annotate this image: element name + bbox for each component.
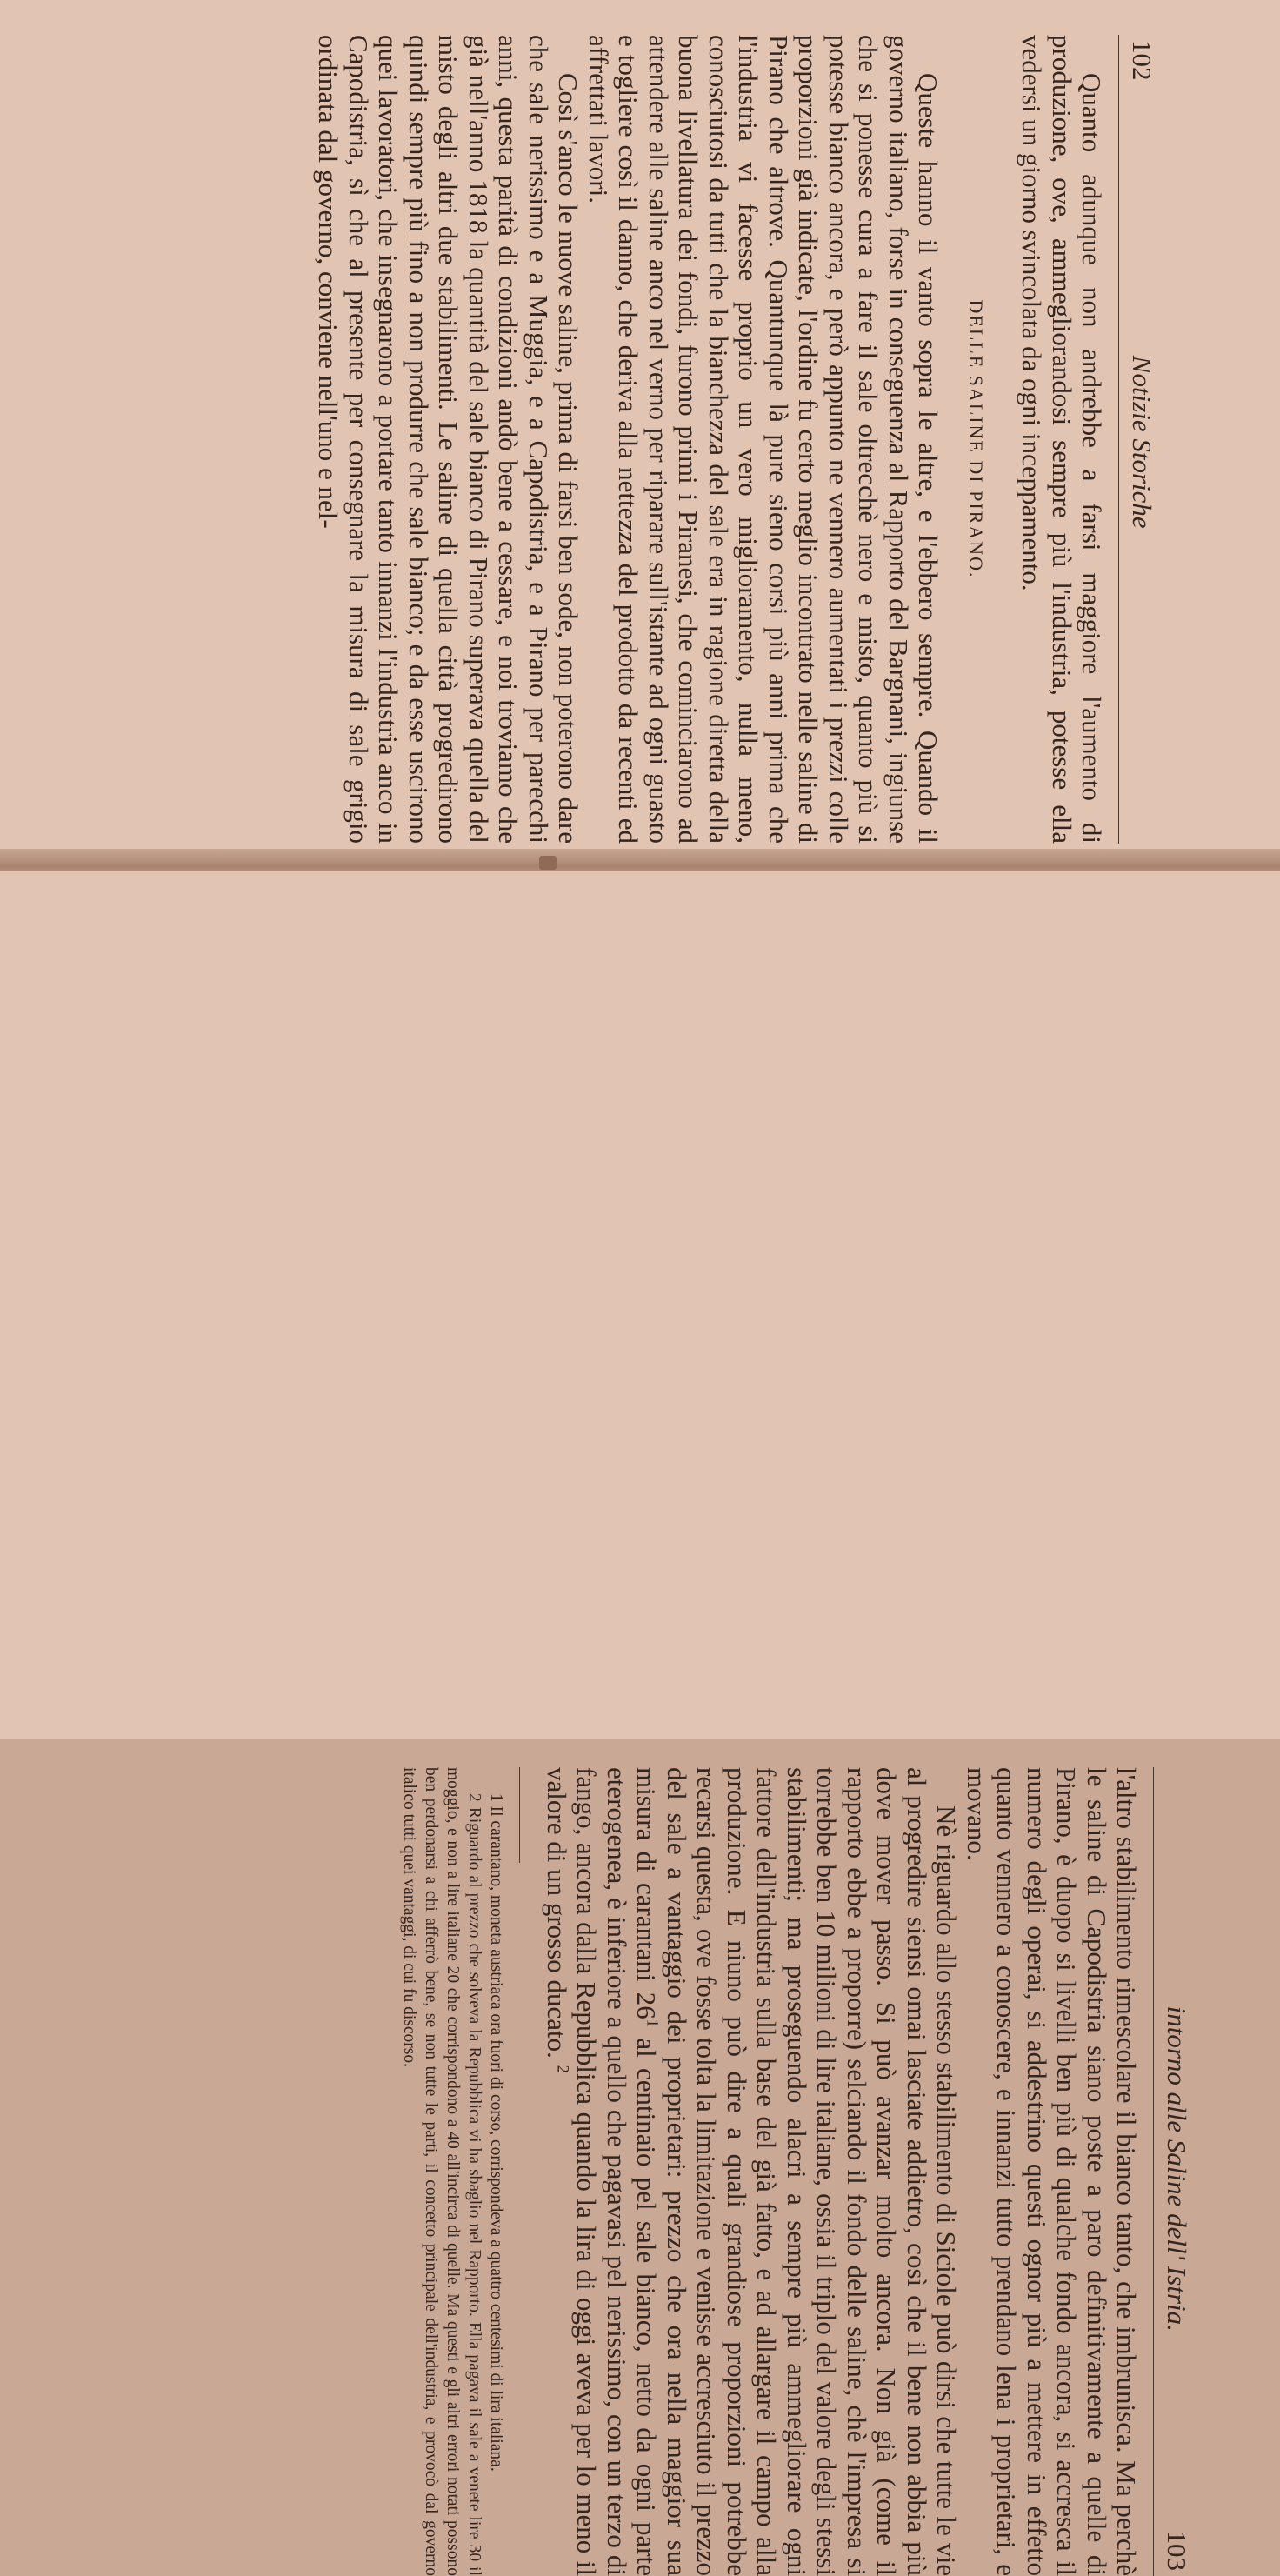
right-paragraph-2-text-b: al centinaio pel sale bianco, netto da ogni parte eterogenea, è inferiore a quello che pagavasi pel nerissimo, con un terzo di fango, ancora dalla Repubblica quando la lira di oggi aveva per lo meno il valore di un grosso ducato.	[542, 1767, 663, 2576]
right-running-head: intorno alle Saline dell' Istria.	[1162, 2005, 1192, 2332]
left-paragraph-2: Queste hanno il vanto sopra le altre, e l'ebbero sempre. Quando il governo italiano, forse in conseguenza al Rapporto del Bargnani, ingiunse che si ponesse cura a fare il sale oltrecchè nero e misto, quanto più si potesse bianco ancora, e però appunto ne vennero aumentati i prezzi colle proporzioni già indicate, l'ordine fu certo meglio incontrato nelle saline di Pirano che altrove. Quantunque là pure sieno corsi più anni prima che l'industria vi facesse proprio un vero miglioramento, nulla meno, conosciutosi da tutti che la bianchezza del sale era in ragione diretta della buona livellatura dei fondi, furono primi i Piranesi, che cominciarono ad attendere alle saline anco nel verno per riparare sull'istante ad ogni guasto e togliere così il danno, che deriva alla nettezza del prodotto da recenti ed affrettati lavori.	[583, 35, 944, 844]
right-page-text-block	[43, 1767, 1191, 2576]
footnote-ref-1: 1	[643, 2019, 662, 2028]
footnote-ref-2: 2	[553, 2065, 572, 2073]
left-paragraph-3: Così s'anco le nuove saline, prima di farsi ben sode, non poterono dare che sale nerissimo e a Muggia, e a Capodistria, e a Pirano per parecchi anni, questa parità di condizioni andò bene a cessare, e noi troviamo che già nell'anno 1818 la quantità del sale bianco di Pirano superava quella del misto degli altri due stabilimenti. Le saline di quella città progredirono quindi sempre più fino a non produrre che sale bianco; e da esse uscirono quei lavoratori, che insegnarono a portare tanto innanzi l'industria anco in Capodistria, sì che al presente per consegnare la misura di sale grigio ordinata dal governo, conviene nell'uno e nel-	[313, 35, 584, 844]
right-paragraph-2-text-a: Nè riguardo allo stesso stabilimento di Siciole può dirsi che tutte le vie al progredire siensi omai lasciate addietro, così che il bene non abbia più dove mover passo. Si può avanzar molto ancora. Non già (come il rapporto ebbe a proporre) selciando il fondo delle saline, chè l'impresa si torrebbe ben 10 milioni di lire italiane, ossia il triplo del valore degli stessi stabilimenti; ma proseguendo alacri a sempre più ammegliorare ogni fattore dell'industria sulla base del già fatto, e ad allargare il campo alla produzione. E niuno può dire a quali grandiose proporzioni potrebbe recarsi questa, ove fosse tolta la limitazione e venisse accresciuto il prezzo del sale a vantaggio dei proprietari: prezzo che ora nella maggior sua misura di carantani 26	[631, 1767, 963, 2576]
left-page-header	[1119, 35, 1157, 844]
footnote-2: 2 Riguardo al prezzo che solveva la Repubblica vi ha sbaglio nel Rapporto. Ella pagava il sale a venete lire 30 il moggio, e non a lire italiane 20 che corrispondono a 40 all'incirca di quelle. Ma questi e gli altri errori notati possono ben perdonarsi a chi afferrò bene, se non tutte le parti, il concetto principale dell'industria, e provocò dal governo italico tutti quei vantaggi, di cui fu discorso.	[400, 1767, 483, 2576]
right-paragraph-1: l'altro stabilimento rimescolare il bianco tanto, che imbrunisca. Ma perchè le saline di Capodistria siano poste a paro definitivamente a quelle di Pirano, è duopo si livelli ben più di qualche fondo ancora, si accresca il numero degli operai, si addestrino questi ognor più a mettere in effetto quanto vennero a conoscere, e innanzi tutto prendano lena i proprietari, e movano.	[962, 1767, 1143, 2576]
section-heading: DELLE SALINE DI PIRANO.	[965, 299, 987, 579]
right-page	[0, 871, 1280, 2576]
left-paragraph-1: Quanto adunque non andrebbe a farsi maggiore l'aumento di produzione, ove, ammegliorandosi sempre più l'industria, potesse ella vedersi un giorno svincolata da ogni inceppamento.	[1017, 35, 1108, 844]
right-page-number: 103	[1162, 2530, 1192, 2571]
footnote-1: 1 Il carantano, moneta austriaca ora fuori di corso, corrispondeva a quattro centesimi di lira italiana.	[487, 1793, 505, 2472]
left-page	[0, 0, 1280, 861]
left-running-head: Notizie Storiche	[1127, 355, 1157, 529]
right-page-header	[1154, 1767, 1192, 2576]
binding-stitch	[539, 856, 557, 870]
left-page-text-block	[0, 35, 1157, 844]
left-page-number: 102	[1127, 40, 1157, 81]
right-paragraph-2	[542, 1767, 962, 2576]
footnote-rule	[519, 1767, 521, 1863]
